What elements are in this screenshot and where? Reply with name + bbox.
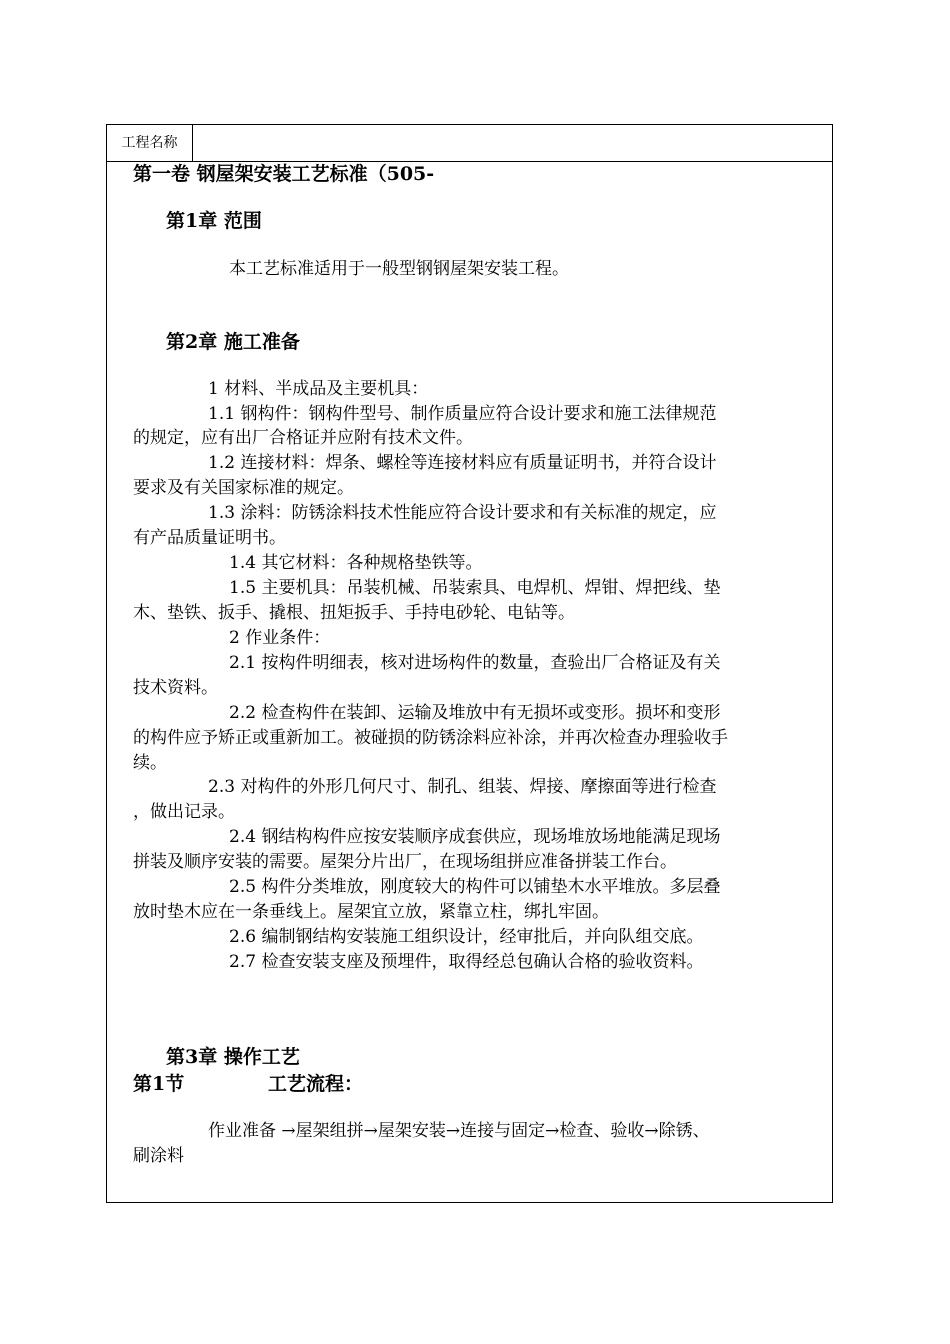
paragraph-line: 的规定，应有出厂合格证并应附有技术文件。 — [133, 428, 473, 448]
paragraph-line: 技术资料。 — [133, 678, 218, 698]
section1-title: 工艺流程： — [268, 1073, 364, 1095]
section1-number: 第1节 — [133, 1073, 185, 1095]
chapter3-heading: 第3章 操作工艺 — [166, 1046, 300, 1068]
paragraph-line: 1.5 主要机具：吊装机械、吊装索具、电焊机、焊钳、焊把线、垫 — [229, 578, 721, 598]
paragraph-line: 放时垫木应在一条垂线上。屋架宜立放，紧靠立柱，绑扎牢固。 — [133, 902, 609, 922]
paragraph-line: 2.1 按构件明细表，核对进场构件的数量，查验出厂合格证及有关 — [229, 653, 721, 673]
paragraph-line: 1.1 钢构件：钢构件型号、制作质量应符合设计要求和施工法律规范 — [208, 404, 717, 424]
paragraph-line: 续。 — [133, 753, 167, 773]
paragraph-line: 1.4 其它材料：各种规格垫铁等。 — [229, 553, 483, 573]
paragraph-line: ，做出记录。 — [133, 802, 235, 822]
project-name-value — [194, 125, 832, 161]
paragraph-line: 2.6 编制钢结构安装施工组织设计，经审批后，并向队组交底。 — [229, 927, 704, 947]
volume-title: 第一卷 钢屋架安装工艺标准（505- — [133, 163, 435, 185]
paragraph-line: 2.5 构件分类堆放，刚度较大的构件可以铺垫木水平堆放。多层叠 — [229, 877, 721, 897]
paragraph-line: 2.4 钢结构构件应按安装顺序成套供应，现场堆放场地能满足现场 — [229, 827, 721, 847]
chapter1-body: 本工艺标准适用于一般型钢钢屋架安装工程。 — [229, 259, 569, 279]
paragraph-line: 有产品质量证明书。 — [133, 528, 286, 548]
paragraph-line: 的构件应予矫正或重新加工。被碰损的防锈涂料应补涂，并再次检查办理验收手 — [133, 728, 728, 748]
paragraph-line: 要求及有关国家标准的规定。 — [133, 478, 354, 498]
chapter2-heading: 第2章 施工准备 — [166, 331, 300, 353]
paragraph-line: 2 作业条件： — [229, 628, 331, 648]
paragraph-line: 1.3 涂料：防锈涂料技术性能应符合设计要求和有关标准的规定，应 — [208, 503, 717, 523]
paragraph-line: 2.7 检查安装支座及预埋件，取得经总包确认合格的验收资料。 — [229, 952, 704, 972]
paragraph-line: 1.2 连接材料：焊条、螺栓等连接材料应有质量证明书，并符合设计 — [208, 453, 717, 473]
paragraph-line: 2.2 检查构件在装卸、运输及堆放中有无损坏或变形。损坏和变形 — [229, 703, 721, 723]
paragraph-line: 拼装及顺序安装的需要。屋架分片出厂，在现场组拼应准备拼装工作台。 — [133, 852, 677, 872]
project-name-label: 工程名称 — [107, 125, 193, 161]
process-flow-line: 刷涂料 — [133, 1146, 184, 1166]
paragraph-line: 2.3 对构件的外形几何尺寸、制孔、组装、焊接、摩擦面等进行检查 — [208, 777, 717, 797]
process-flow-line: 作业准备 →屋架组拼→屋架安装→连接与固定→检查、验收→除锈、 — [208, 1121, 710, 1141]
chapter1-heading: 第1章 范围 — [166, 210, 262, 232]
paragraph-line: 木、垫铁、扳手、撬根、扭矩扳手、手持电砂轮、电钻等。 — [133, 603, 575, 623]
paragraph-line: 1 材料、半成品及主要机具： — [208, 379, 429, 399]
header-row — [107, 125, 832, 162]
